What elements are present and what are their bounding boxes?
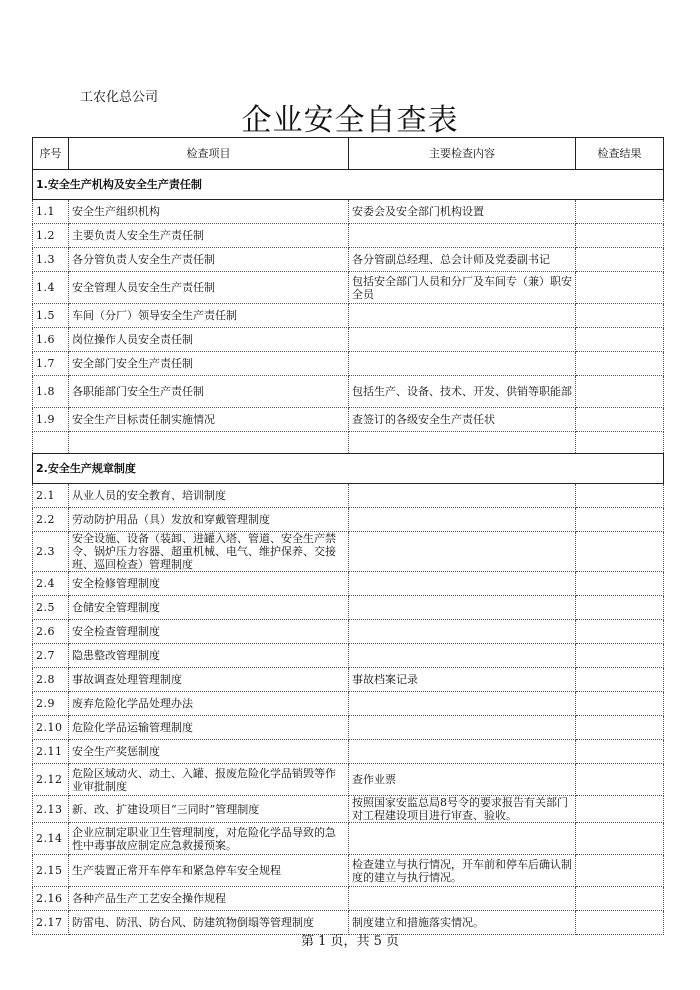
table-row — [33, 644, 664, 668]
row-item: 车间（分厂）领导安全生产责任制 — [69, 304, 349, 328]
page-footer: 第 1 页，共 5 页 — [300, 934, 400, 949]
row-result[interactable] — [576, 532, 664, 572]
row-item: 安全部门安全生产责任制 — [69, 352, 349, 376]
table-row — [33, 484, 664, 508]
row-result[interactable] — [576, 596, 664, 620]
table-row — [33, 352, 664, 376]
row-content — [349, 304, 576, 328]
row-result[interactable] — [576, 716, 664, 740]
row-content: 按照国家安监总局8号令的要求报告有关部门对工程建设项目进行审查、验收。 — [349, 796, 576, 823]
row-content — [349, 224, 576, 248]
row-result[interactable] — [576, 644, 664, 668]
table-row — [33, 248, 664, 272]
row-content: 查签订的各级安全生产责任状 — [349, 408, 576, 432]
row-result[interactable] — [576, 855, 664, 887]
row-number: 2.3 — [33, 532, 69, 572]
row-item: 安全设施、设备（装卸、进罐入塔、管道、安全生产禁令、锅炉压力容器、超重机械、电气、维护保养、交接班、巡回检查）管理制度 — [69, 532, 349, 572]
header-content: 主要检查内容 — [349, 138, 576, 170]
row-number: 2.5 — [33, 596, 69, 620]
row-result[interactable] — [576, 352, 664, 376]
header-no: 序号 — [33, 138, 69, 170]
table-row — [33, 328, 664, 352]
row-item: 安全管理人员安全生产责任制 — [69, 272, 349, 304]
row-content: 制度建立和措施落实情况。 — [349, 911, 576, 935]
row-content: 检查建立与执行情况，开车前和停车后确认制度的建立与执行情况。 — [349, 855, 576, 887]
row-item: 隐患整改管理制度 — [69, 644, 349, 668]
table-row — [33, 272, 664, 304]
row-number: 2.16 — [33, 887, 69, 911]
row-result[interactable] — [576, 796, 664, 823]
row-result[interactable] — [576, 572, 664, 596]
row-content — [349, 692, 576, 716]
row-content — [349, 887, 576, 911]
row-content — [349, 508, 576, 532]
row-result[interactable] — [576, 887, 664, 911]
table-row — [33, 620, 664, 644]
section-heading: 1.安全生产机构及安全生产责任制 — [33, 170, 664, 200]
page-title: 企业安全自查表 — [241, 103, 459, 138]
row-number: 2.9 — [33, 692, 69, 716]
row-number: 2.6 — [33, 620, 69, 644]
row-number: 2.15 — [33, 855, 69, 887]
row-result[interactable] — [576, 248, 664, 272]
row-result[interactable] — [576, 200, 664, 224]
table-row — [33, 740, 664, 764]
row-result[interactable] — [576, 508, 664, 532]
table-row — [33, 376, 664, 408]
table-row — [33, 200, 664, 224]
row-number: 1.4 — [33, 272, 69, 304]
row-number: 2.8 — [33, 668, 69, 692]
row-result[interactable] — [576, 823, 664, 855]
row-number: 1.8 — [33, 376, 69, 408]
row-number: 2.11 — [33, 740, 69, 764]
row-content — [349, 328, 576, 352]
table-row — [33, 304, 664, 328]
row-content: 包括安全部门人员和分厂及车间专（兼）职安全员 — [349, 272, 576, 304]
blank-cell — [576, 432, 664, 454]
table-row — [33, 692, 664, 716]
row-number: 1.2 — [33, 224, 69, 248]
row-item: 各种产品生产工艺安全操作规程 — [69, 887, 349, 911]
row-content — [349, 484, 576, 508]
row-content — [349, 596, 576, 620]
row-item: 生产装置正常开车停车和紧急停车安全规程 — [69, 855, 349, 887]
row-result[interactable] — [576, 620, 664, 644]
row-content — [349, 620, 576, 644]
table-row — [33, 887, 664, 911]
row-result[interactable] — [576, 484, 664, 508]
row-item: 危险化学品运输管理制度 — [69, 716, 349, 740]
row-content: 各分管副总经理、总会计师及党委副书记 — [349, 248, 576, 272]
blank-cell — [33, 432, 69, 454]
inspection-table — [32, 137, 664, 935]
row-item: 安全生产组织机构 — [69, 200, 349, 224]
table-row — [33, 408, 664, 432]
row-item: 主要负责人安全生产责任制 — [69, 224, 349, 248]
table-row — [33, 224, 664, 248]
row-number: 2.4 — [33, 572, 69, 596]
company-name: 工农化总公司 — [80, 90, 159, 105]
header-item: 检查项目 — [69, 138, 349, 170]
row-content — [349, 572, 576, 596]
table-row — [33, 796, 664, 823]
row-result[interactable] — [576, 272, 664, 304]
table-row — [33, 716, 664, 740]
row-number: 2.7 — [33, 644, 69, 668]
row-number: 1.6 — [33, 328, 69, 352]
table-row — [33, 855, 664, 887]
row-number: 1.9 — [33, 408, 69, 432]
row-result[interactable] — [576, 376, 664, 408]
section-heading-row — [33, 454, 664, 484]
row-content: 事故档案记录 — [349, 668, 576, 692]
blank-row — [33, 432, 664, 454]
row-content — [349, 716, 576, 740]
row-number: 1.5 — [33, 304, 69, 328]
row-number: 2.13 — [33, 796, 69, 823]
row-number: 1.1 — [33, 200, 69, 224]
row-item: 岗位操作人员安全责任制 — [69, 328, 349, 352]
row-content — [349, 352, 576, 376]
row-item: 事故调查处理管理制度 — [69, 668, 349, 692]
row-number: 2.12 — [33, 764, 69, 796]
row-result[interactable] — [576, 668, 664, 692]
section-heading: 2.安全生产规章制度 — [33, 454, 664, 484]
table-row — [33, 596, 664, 620]
blank-cell — [349, 432, 576, 454]
row-result[interactable] — [576, 740, 664, 764]
row-number: 2.1 — [33, 484, 69, 508]
row-content: 查作业票 — [349, 764, 576, 796]
row-result[interactable] — [576, 692, 664, 716]
table-row — [33, 823, 664, 855]
row-result[interactable] — [576, 224, 664, 248]
table-row — [33, 572, 664, 596]
row-result[interactable] — [576, 408, 664, 432]
row-item: 防雷电、防汛、防台风、防建筑物倒塌等管理制度 — [69, 911, 349, 935]
blank-cell — [69, 432, 349, 454]
row-content: 包括生产、设备、技术、开发、供销等职能部 — [349, 376, 576, 408]
table-row — [33, 532, 664, 572]
row-item: 仓储安全管理制度 — [69, 596, 349, 620]
row-item: 劳动防护用品（具）发放和穿戴管理制度 — [69, 508, 349, 532]
row-item: 废弃危险化学品处理办法 — [69, 692, 349, 716]
row-number: 2.17 — [33, 911, 69, 935]
row-item: 安全检查管理制度 — [69, 620, 349, 644]
row-item: 从业人员的安全教育、培训制度 — [69, 484, 349, 508]
row-item: 安全检修管理制度 — [69, 572, 349, 596]
row-item: 各分管负责人安全生产责任制 — [69, 248, 349, 272]
row-item: 各职能部门安全生产责任制 — [69, 376, 349, 408]
row-content — [349, 644, 576, 668]
row-content — [349, 823, 576, 855]
row-result[interactable] — [576, 328, 664, 352]
row-item: 危险区域动火、动土、入罐、报废危险化学品销毁等作业审批制度 — [69, 764, 349, 796]
row-content — [349, 532, 576, 572]
row-content: 安委会及安全部门机构设置 — [349, 200, 576, 224]
row-number: 2.2 — [33, 508, 69, 532]
row-number: 1.7 — [33, 352, 69, 376]
row-number: 1.3 — [33, 248, 69, 272]
row-result[interactable] — [576, 764, 664, 796]
header-result: 检查结果 — [576, 138, 664, 170]
table-row — [33, 764, 664, 796]
row-item: 安全生产奖惩制度 — [69, 740, 349, 764]
row-content — [349, 740, 576, 764]
table-row — [33, 668, 664, 692]
row-item: 安全生产目标责任制实施情况 — [69, 408, 349, 432]
row-number: 2.14 — [33, 823, 69, 855]
row-item: 企业应制定职业卫生管理制度，对危险化学品导致的急性中毒事故应制定应急救援预案。 — [69, 823, 349, 855]
table-row — [33, 508, 664, 532]
table-header — [33, 138, 664, 170]
section-heading-row — [33, 170, 664, 200]
row-result[interactable] — [576, 304, 664, 328]
row-number: 2.10 — [33, 716, 69, 740]
row-item: 新、改、扩建设项目“三同时”管理制度 — [69, 796, 349, 823]
